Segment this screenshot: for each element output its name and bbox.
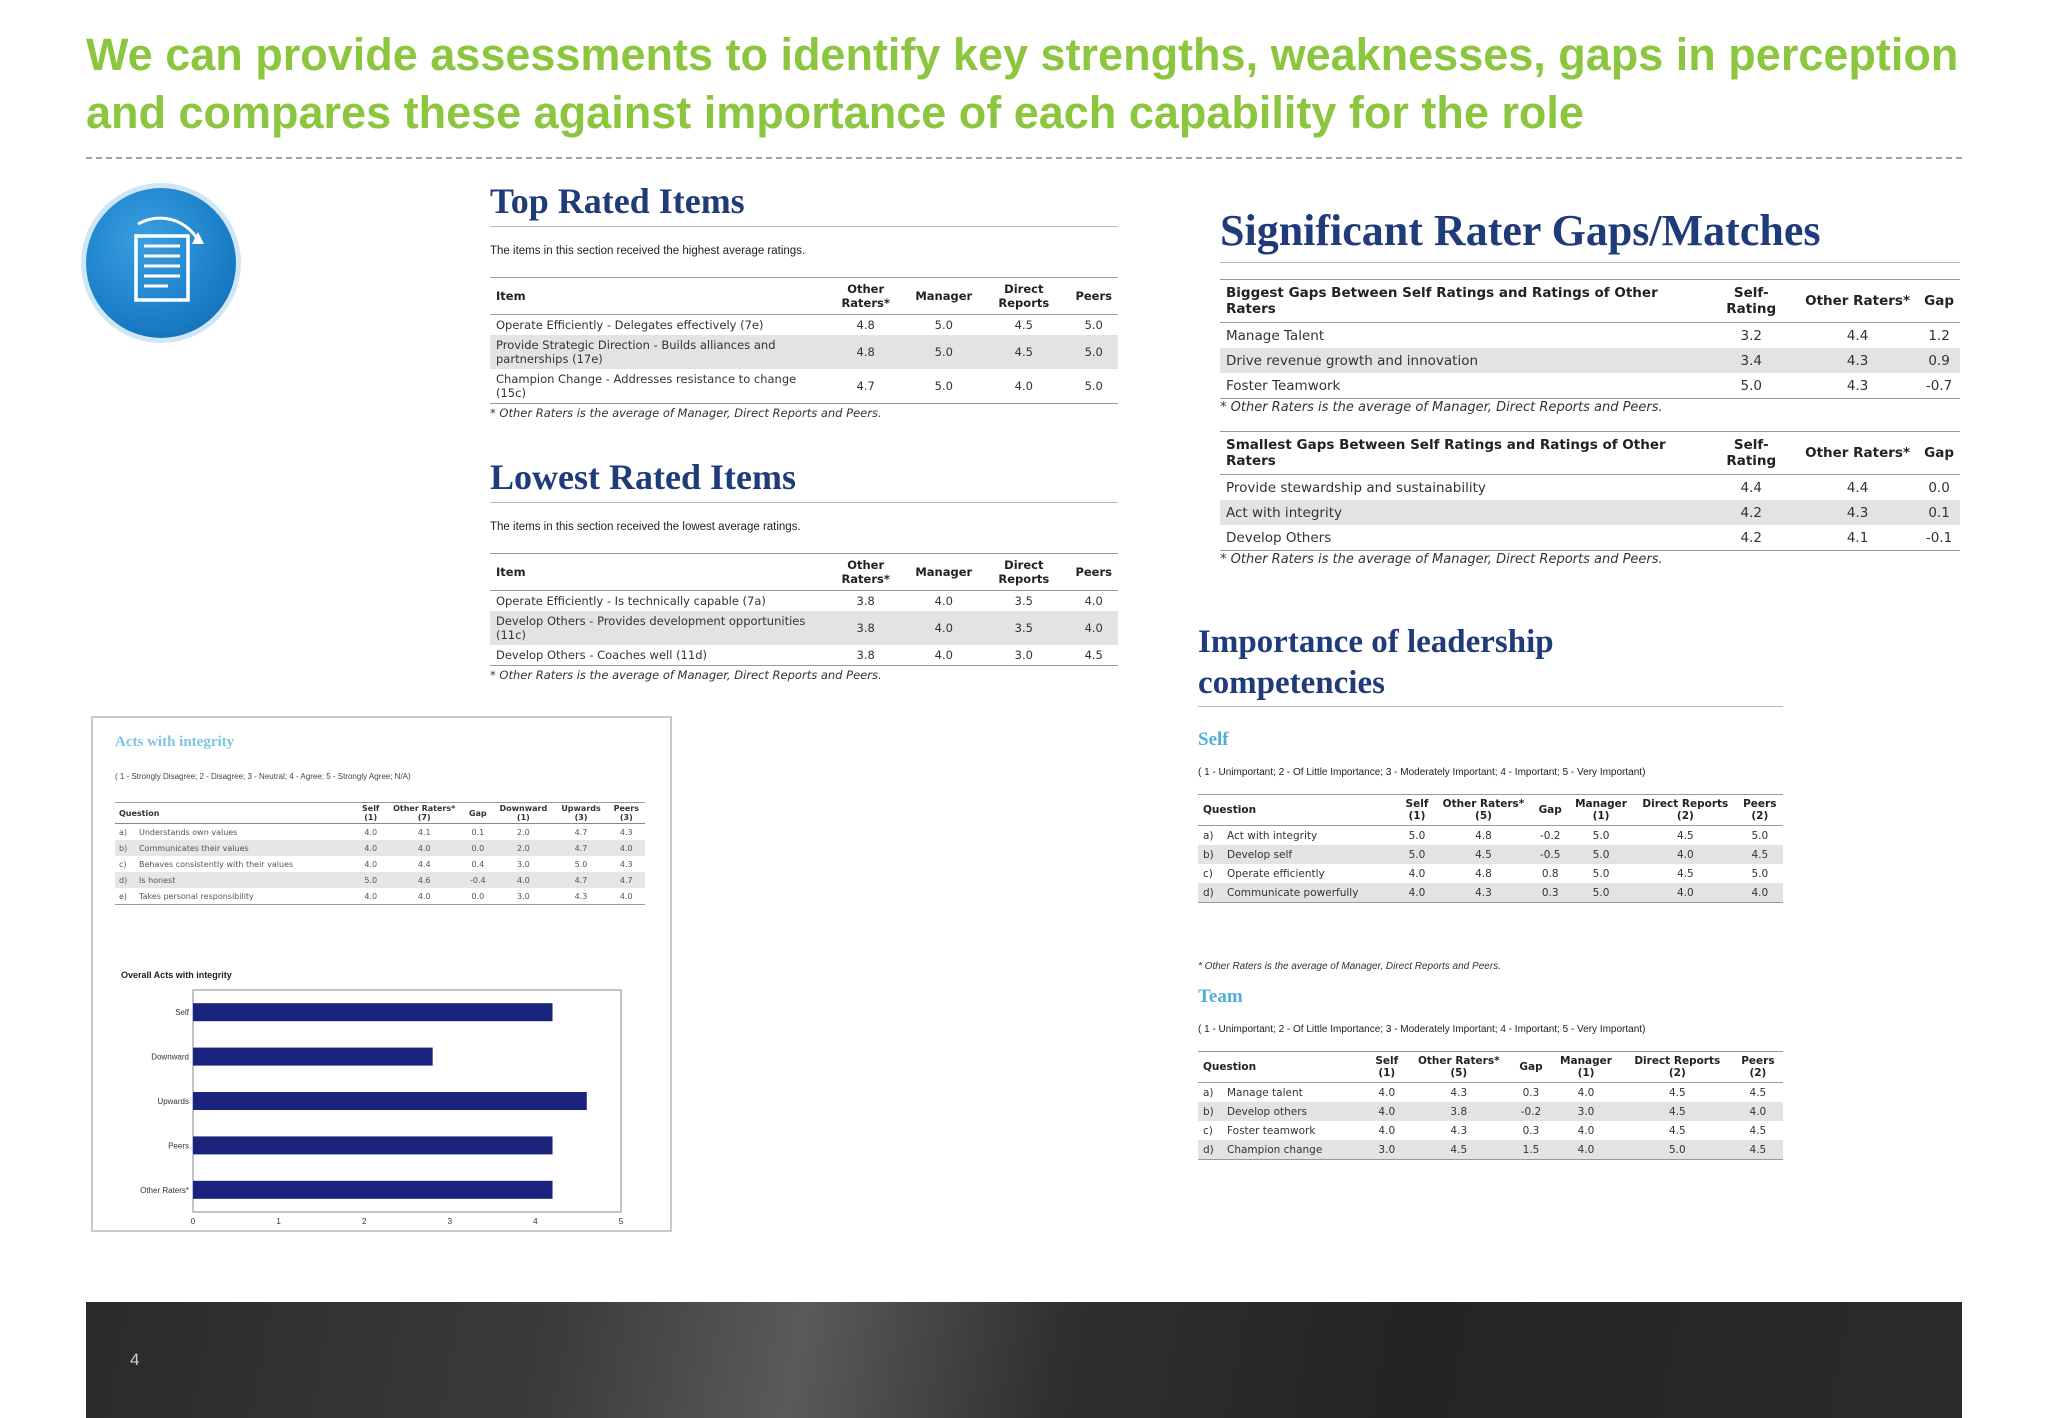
column-header: Other Raters* (5) [1406,1052,1512,1083]
column-header: Self (1) [1368,1052,1406,1083]
value-cell: 4.4 [1846,327,1869,344]
column-header: Gap [1918,432,1960,475]
value-cell: 5.0 [574,859,588,869]
value-cell: 3.0 [1368,1140,1406,1160]
table-row [490,335,1118,369]
value-cell: 4.0 [357,840,385,856]
column-header: Peers [1069,278,1118,315]
value-cell: 4.0 [1634,883,1737,903]
column-header: Self-Rating [1705,280,1797,323]
column-header: Self-Rating [1706,432,1797,475]
table-row [1198,1102,1783,1121]
value-cell: 0.0 [1928,479,1950,496]
value-cell: -0.1 [1918,525,1960,551]
question-cell: Foster teamwork [1227,1124,1316,1137]
table-row [115,840,645,856]
chart-category-label: Upwards [157,1097,189,1106]
value-cell: 4.5 [1733,1140,1783,1160]
question-cell: Champion change [1222,1140,1368,1160]
self-importance-table [1198,794,1783,903]
chart-bar [193,1092,587,1110]
value-cell: 4.0 [492,872,554,888]
table-row [1198,883,1783,903]
value-cell: 4.0 [934,594,953,608]
value-cell: 4.5 [978,335,1069,369]
value-cell: 4.1 [417,827,431,837]
value-cell: 5.0 [1592,867,1610,880]
rater-gaps-section [1220,205,1960,567]
column-header: Peers (2) [1733,1052,1783,1083]
value-cell: 4.0 [385,840,464,856]
value-cell: 0.1 [471,827,485,837]
value-cell: 4.0 [385,888,464,905]
table-row [1198,1083,1783,1103]
value-cell: 3.4 [1705,348,1797,373]
value-cell: 4.5 [1668,1086,1686,1099]
value-cell: 0.4 [471,859,485,869]
thumbnail-bar-chart [93,980,666,1226]
value-cell: 5.0 [1751,829,1769,842]
value-cell: 4.5 [1677,829,1694,842]
value-cell: 5.0 [909,335,978,369]
value-cell: 5.0 [1568,883,1634,903]
value-cell: 0.0 [463,840,492,856]
column-header: Gap [1512,1052,1550,1083]
value-cell: 3.0 [492,888,554,905]
chart-bar [193,1048,433,1066]
chart-tick-label: 3 [447,1217,453,1226]
team-subheading: Team [1198,986,1243,1007]
item-cell: Foster Teamwork [1220,373,1705,399]
column-header: Self (1) [1399,795,1434,826]
chart-category-label: Downward [151,1052,189,1062]
rater-gaps-title: Significant Rater Gaps/Matches [1220,205,1960,263]
value-cell: 3.0 [978,645,1069,666]
value-cell: 4.6 [385,872,464,888]
thumbnail-table [115,802,645,905]
question-cell: Understands own values [139,827,238,837]
item-cell: Operate Efficiently - Delegates effectively (7e) [496,318,764,332]
importance-title-line1: Importance of leadership [1198,624,1554,660]
column-header: Downward (1) [492,803,554,824]
value-cell: 4.5 [1435,845,1533,864]
item-cell: Develop Others [1220,525,1706,551]
value-cell: 4.5 [1069,645,1118,666]
table-row [490,591,1118,612]
table-row [115,856,645,872]
value-cell: 4.8 [1475,867,1492,880]
table-row [1198,1140,1783,1160]
value-cell: 5.0 [1069,369,1118,404]
table-header-row [1220,280,1960,323]
value-cell: 1.2 [1928,327,1950,344]
chart-category-label: Peers [168,1141,189,1151]
top-rated-title: Top Rated Items [490,180,1118,227]
table-row [490,645,1118,666]
top-rated-section [490,180,1118,420]
dashed-divider [86,157,1962,159]
value-cell: 4.0 [1378,1124,1396,1137]
value-cell: 4.8 [856,318,875,332]
column-header: Self (1) [357,803,385,824]
item-cell: Develop Others - Provides development opportunities (11c) [490,611,822,645]
value-cell: -0.5 [1532,845,1568,864]
value-cell: 4.5 [1668,1124,1686,1137]
column-header: Manager (1) [1568,795,1634,826]
question-cell: Behaves consistently with their values [139,859,294,869]
value-cell: 4.0 [1634,845,1737,864]
importance-title [1198,622,1783,707]
column-header: Direct Reports (2) [1634,795,1737,826]
value-cell: 0.3 [1522,1086,1540,1099]
chart-category-label: Self [175,1008,189,1018]
column-header: Question [1198,1052,1368,1083]
value-cell: 3.8 [1406,1102,1512,1121]
row-letter: e) [115,888,135,905]
report-thumbnail [91,716,672,1232]
column-header: Gap [463,803,492,824]
lowest-rated-intro: The items in this section received the lowest average ratings. [490,521,801,533]
question-cell: Operate efficiently [1227,867,1325,880]
value-cell: 5.0 [1399,845,1434,864]
chart-category-label: Other Raters* [140,1185,189,1195]
table-row [490,315,1118,336]
column-header: Gap [1532,795,1568,826]
value-cell: 4.0 [909,611,978,645]
value-cell: 4.0 [364,859,378,869]
column-header: Question [1198,795,1399,826]
table-row [1198,1121,1783,1140]
value-cell: 4.5 [1622,1102,1733,1121]
value-cell: 3.0 [1550,1102,1622,1121]
value-cell: 4.3 [619,859,633,869]
item-cell: Develop Others - Coaches well (11d) [490,645,822,666]
question-cell: Is honest [135,872,357,888]
question-cell: Takes personal responsibility [135,888,357,905]
team-scale-note: ( 1 - Unimportant; 2 - Of Little Importance; 3 - Moderately Important; 4 - Important; 5 - Very Important) [1198,1024,1646,1035]
value-cell: 4.4 [1846,479,1869,496]
value-cell: 4.7 [574,827,588,837]
question-cell: Communicates their values [135,840,357,856]
lowest-rated-table [490,553,1118,666]
row-letter: d) [115,872,135,888]
value-cell: 4.5 [1749,1086,1767,1099]
column-header: Smallest Gaps Between Self Ratings and Ratings of Other Raters [1220,432,1706,475]
value-cell: 4.2 [1706,525,1797,551]
value-cell: 4.5 [1406,1140,1512,1160]
value-cell: 5.0 [1705,373,1797,399]
value-cell: 0.8 [1541,867,1559,880]
question-cell: Develop others [1222,1102,1368,1121]
row-letter: a) [119,827,128,837]
lowest-rated-section [490,456,1118,682]
value-cell: 0.0 [463,888,492,905]
value-cell: 4.1 [1797,525,1918,551]
chart-tick-label: 1 [276,1217,281,1226]
value-cell: 3.5 [978,611,1069,645]
value-cell: 5.0 [934,318,953,332]
value-cell: 4.7 [555,872,608,888]
self-subheading: Self [1198,729,1229,750]
column-header: Peers (2) [1737,795,1783,826]
row-letter: d) [1198,1140,1222,1160]
chart-tick-label: 0 [190,1217,196,1226]
column-header: Question [115,803,357,824]
value-cell: 5.0 [1069,335,1118,369]
value-cell: -0.7 [1918,373,1960,399]
value-cell: 5.0 [1568,845,1634,864]
top-rated-intro: The items in this section received the highest average ratings. [490,245,806,257]
column-header: Other Raters* (5) [1435,795,1533,826]
row-letter: c) [119,859,127,869]
value-cell: 0.9 [1918,348,1960,373]
table-header-row [1198,1052,1783,1083]
thumbnail-scale: ( 1 - Strongly Disagree; 2 - Disagree; 3 - Neutral; 4 - Agree; 5 - Strongly Agree; N/A) [115,772,411,781]
lowest-rated-title: Lowest Rated Items [490,456,1118,503]
item-cell: Operate Efficiently - Is technically capable (7a) [496,594,766,608]
column-header: Other Raters* (7) [385,803,464,824]
table-row [1198,864,1783,883]
value-cell: 5.0 [1751,867,1769,880]
value-cell: 4.3 [1450,1086,1468,1099]
value-cell: 4.0 [1577,1086,1595,1099]
page-number: 4 [130,1350,140,1369]
value-cell: 5.0 [357,872,385,888]
lowest-rated-footnote: * Other Raters is the average of Manager, Direct Reports and Peers. [490,668,882,682]
item-cell: Provide Strategic Direction - Builds alliances and partnerships (17e) [490,335,822,369]
column-header: Manager [909,554,978,591]
value-cell: 4.0 [1408,867,1426,880]
table-row [1198,845,1783,864]
report-refresh-icon [86,188,236,338]
value-cell: 3.0 [516,859,530,869]
table-header-row [490,278,1118,315]
value-cell: 4.5 [1749,1124,1767,1137]
chart-bar [193,1181,553,1199]
item-cell: Act with integrity [1220,500,1706,525]
table-header-row [1220,432,1960,475]
question-cell: Manage talent [1227,1086,1303,1099]
value-cell: 4.7 [822,369,909,404]
top-rated-footnote: * Other Raters is the average of Manager, Direct Reports and Peers. [490,406,882,420]
table-header-row [1198,795,1783,826]
value-cell: 4.5 [1014,318,1033,332]
question-cell: Act with integrity [1227,829,1318,842]
value-cell: 4.7 [608,872,645,888]
value-cell: -0.4 [463,872,492,888]
value-cell: 2.0 [492,840,554,856]
column-header: Direct Reports (2) [1622,1052,1733,1083]
column-header: Item [490,554,822,591]
chart-bar [193,1136,553,1154]
column-header: Direct Reports [978,554,1069,591]
table-row [1198,826,1783,846]
value-cell: 4.0 [1084,594,1103,608]
table-row [115,888,645,905]
value-cell: 0.3 [1532,883,1568,903]
value-cell: 4.0 [357,888,385,905]
column-header: Biggest Gaps Between Self Ratings and Ratings of Other Raters [1220,280,1705,323]
thumbnail-chart-title: Overall Acts with integrity [121,970,232,980]
value-cell: 4.0 [1399,883,1434,903]
smallest-gaps-table [1220,431,1960,551]
value-cell: 4.3 [555,888,608,905]
table-row [115,824,645,841]
value-cell: 4.2 [1706,500,1797,525]
table-row [1220,475,1960,501]
value-cell: 4.3 [1450,1124,1468,1137]
value-cell: 3.8 [856,594,875,608]
table-header-row [115,803,645,824]
chart-bar [193,1003,553,1021]
value-cell: 2.0 [516,827,530,837]
column-header: Peers [1069,554,1118,591]
question-cell: Develop self [1222,845,1399,864]
table-row [1220,323,1960,349]
item-cell: Drive revenue growth and innovation [1220,348,1705,373]
table-row [1220,500,1960,525]
row-letter: b) [1198,1102,1222,1121]
column-header: Item [490,278,822,315]
importance-title-line2: competencies [1198,665,1385,701]
importance-section [1198,622,1783,1160]
value-cell: 5.0 [1408,829,1426,842]
value-cell: 4.0 [909,645,978,666]
column-header: Manager (1) [1550,1052,1622,1083]
value-cell: 4.4 [417,859,431,869]
value-cell: 4.0 [608,840,645,856]
item-cell: Provide stewardship and sustainability [1226,479,1486,496]
value-cell: 4.8 [1475,829,1492,842]
column-header: Manager [909,278,978,315]
item-cell: Manage Talent [1226,327,1325,344]
value-cell: 4.3 [1435,883,1533,903]
row-letter: c) [1203,1124,1213,1137]
value-cell: 5.0 [909,369,978,404]
value-cell: 4.0 [1737,883,1783,903]
table-row [490,369,1118,404]
column-header: Other Raters* [1797,280,1918,323]
column-header: Other Raters* [822,278,909,315]
value-cell: 4.8 [822,335,909,369]
value-cell: 4.5 [1737,845,1783,864]
biggest-gaps-table [1220,279,1960,399]
value-cell: 5.0 [1084,318,1103,332]
row-letter: c) [1203,867,1213,880]
value-cell: 4.0 [1069,611,1118,645]
value-cell: 3.2 [1740,327,1762,344]
table-row [1220,525,1960,551]
value-cell: 3.8 [822,611,909,645]
value-cell: 4.3 [1797,373,1918,399]
value-cell: 4.0 [978,369,1069,404]
value-cell: 4.3 [619,827,633,837]
column-header: Other Raters* [1797,432,1918,475]
importance-footnote: * Other Raters is the average of Manager, Direct Reports and Peers. [1198,961,1501,972]
value-cell: 4.3 [1797,348,1918,373]
value-cell: 4.3 [1797,500,1918,525]
table-row [490,611,1118,645]
value-cell: 1.5 [1512,1140,1550,1160]
column-header: Direct Reports [978,278,1069,315]
chart-tick-label: 2 [361,1217,367,1226]
value-cell: 0.1 [1918,500,1960,525]
value-cell: 4.0 [1577,1124,1595,1137]
value-cell: 4.0 [364,827,378,837]
value-cell: 4.4 [1740,479,1762,496]
self-scale-note: ( 1 - Unimportant; 2 - Of Little Importance; 3 - Moderately Important; 4 - Important; 5 - Very Important) [1198,767,1646,778]
slide-headline: We can provide assessments to identify key strengths, weaknesses, gaps in perception and compares these against importance of each capability for the role [86,29,1959,138]
row-letter: a) [1203,829,1214,842]
value-cell: 4.0 [608,888,645,905]
value-cell: 4.5 [1677,867,1694,880]
value-cell: 5.0 [1622,1140,1733,1160]
value-cell: 3.8 [822,645,909,666]
value-cell: 4.0 [1550,1140,1622,1160]
value-cell: 3.5 [1014,594,1033,608]
team-importance-table [1198,1051,1783,1160]
value-cell: 4.0 [1733,1102,1783,1121]
table-header-row [490,554,1118,591]
thumbnail-title: Acts with integrity [115,734,235,750]
table-row [1220,348,1960,373]
table-row [1220,373,1960,399]
row-letter: b) [1198,845,1222,864]
value-cell: 4.0 [1378,1086,1396,1099]
column-header: Upwards (3) [555,803,608,824]
value-cell: -0.2 [1539,829,1561,842]
chart-tick-label: 4 [533,1217,538,1226]
row-letter: d) [1198,883,1222,903]
column-header: Other Raters* [822,554,909,591]
top-rated-table [490,277,1118,404]
column-header: Peers (3) [608,803,645,824]
value-cell: 0.3 [1522,1124,1540,1137]
footer-bar [86,1302,1962,1418]
table-row [115,872,645,888]
question-cell: Communicate powerfully [1222,883,1399,903]
chart-tick-label: 5 [618,1217,624,1226]
value-cell: -0.2 [1512,1102,1550,1121]
row-letter: b) [115,840,135,856]
value-cell: 4.7 [555,840,608,856]
item-cell: Champion Change - Addresses resistance to change (15c) [490,369,822,404]
smallest-gaps-footnote: * Other Raters is the average of Manager, Direct Reports and Peers. [1220,552,1663,567]
value-cell: 4.0 [1368,1102,1406,1121]
value-cell: 5.0 [1592,829,1610,842]
column-header: Gap [1918,280,1960,323]
biggest-gaps-footnote: * Other Raters is the average of Manager, Direct Reports and Peers. [1220,400,1663,415]
row-letter: a) [1203,1086,1214,1099]
